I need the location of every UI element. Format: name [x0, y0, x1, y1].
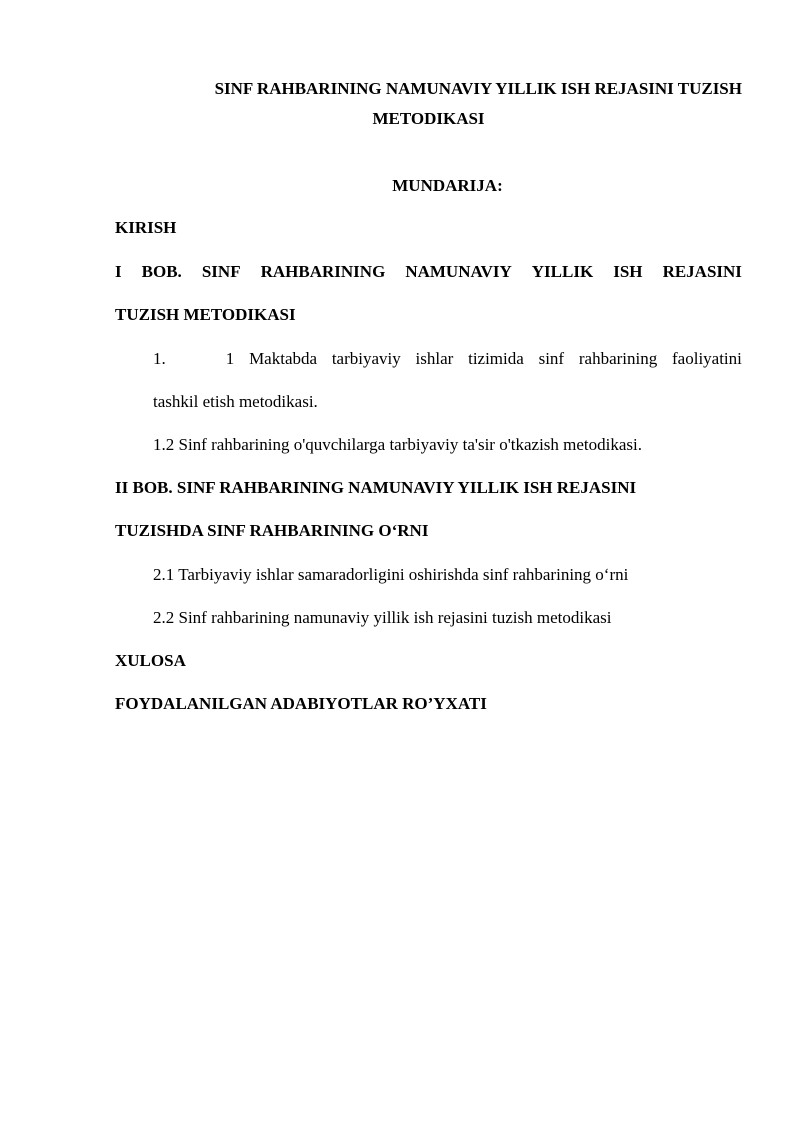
toc-word: Maktabda [249, 349, 318, 368]
toc-entry-section-1-1-line-1 [153, 347, 742, 371]
document-title-line-2: METODIKASI [372, 109, 485, 128]
toc-word: sinf [538, 349, 565, 368]
toc-entry-section-2-2: 2.2 Sinf rahbarining namunaviy yillik ish rejasini tuzish metodikasi [153, 608, 612, 627]
toc-entry-section-1-2: 1.2 Sinf rahbarining o'quvchilarga tarbiyaviy ta'sir o'tkazish metodikasi. [153, 435, 643, 454]
toc-word: tizimida [468, 349, 524, 368]
toc-entry-section-2-1: 2.1 Tarbiyaviy ishlar samaradorligini oshirishda sinf rahbarining o‘rni [153, 565, 629, 584]
toc-word: ISH [613, 262, 643, 281]
toc-heading: MUNDARIJA: [392, 176, 503, 195]
toc-word: 1 [225, 349, 235, 368]
toc-entry-references: FOYDALANILGAN ADABIYOTLAR RO’YXATI [115, 694, 487, 713]
toc-word: tarbiyaviy [331, 349, 401, 368]
toc-word: REJASINI [662, 262, 742, 281]
toc-word: YILLIK [531, 262, 594, 281]
document-title-line-1: SINF RAHBARINING NAMUNAVIY YILLIK ISH REJASINI TUZISH [214, 79, 742, 98]
toc-entry-conclusion: XULOSA [115, 651, 186, 670]
toc-word: ishlar [415, 349, 454, 368]
toc-word: NAMUNAVIY [405, 262, 512, 281]
toc-entry-section-1-1-line-2: tashkil etish metodikasi. [153, 392, 318, 411]
document-title [115, 74, 742, 134]
toc-entry-chapter-1-line-2: TUZISH METODIKASI [115, 305, 296, 324]
toc-word: rahbarining [578, 349, 658, 368]
section-number: 1. [153, 349, 166, 368]
toc-word: SINF [201, 262, 241, 281]
toc-entry-chapter-2-line-2: TUZISHDA SINF RAHBARINING O‘RNI [115, 521, 429, 540]
toc-word: RAHBARINING [260, 262, 386, 281]
toc-entry-intro: KIRISH [115, 218, 177, 237]
toc-word: faoliyatini [672, 349, 742, 368]
toc-entry-chapter-2-line-1: II BOB. SINF RAHBARINING NAMUNAVIY YILLIK ISH REJASINI [115, 478, 637, 497]
toc-entry-chapter-1-line-1 [115, 260, 742, 284]
toc-word: I [115, 262, 122, 281]
toc-word: BOB. [141, 262, 182, 281]
